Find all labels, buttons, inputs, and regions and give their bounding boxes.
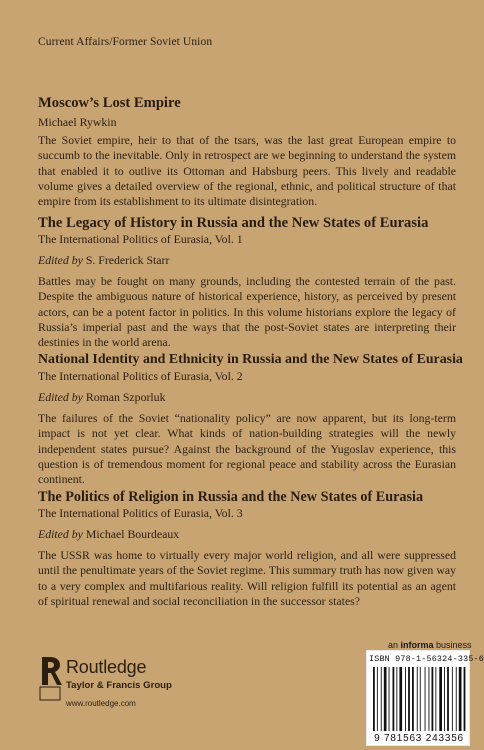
book-description: The Soviet empire, heir to that of the tsars, was the last great European empire to succumb to the inevitable. Only in retrospect are we beginning to understand the system that enabled it to outlive its Ottoman and Habsburg peers. This lively and readable volume gives a detailed overview of the regional, ethnic, and political structure of that empire from its establishment to its ultimate disintegration. — [38, 133, 456, 209]
editor-name: Roman Szporluk — [85, 390, 166, 404]
routledge-logo-icon — [38, 655, 62, 703]
barcode-digits: 9 781563 243356 — [374, 733, 464, 744]
book-description: The failures of the Soviet “nationality policy” are now apparent, but its long-term impact is not yet clear. What kinds of nation-building strategies will the newly independent states pursue? Against the background of the Yugoslav experience, this question is of tremendous moment for regional peace and stability across the Eurasian continent. — [38, 411, 456, 487]
book-title: The Politics of Religion in Russia and the New States of Eurasia — [38, 489, 424, 505]
book-entry-2 — [38, 214, 456, 350]
book-series: The International Politics of Eurasia, Vol. 2 — [38, 369, 243, 383]
editor-name: Michael Bourdeaux — [85, 527, 180, 541]
book-entry-3 — [38, 351, 463, 487]
publisher-website: www.routledge.com — [66, 699, 136, 708]
book-title: Moscow’s Lost Empire — [38, 95, 181, 111]
book-description: Battles may be fought on many grounds, including the contested terrain of the past. Despite the ambiguous nature of historical experience, history, as perceived by present actors, can be a potent factor in politics. In this volume historians explore the legacy of Russia’s imperial past and the ways that the post-Soviet states are interpreting their destinies in the world arena. — [38, 274, 456, 350]
book-description: The USSR was home to virtually every major world religion, and all were suppressed until the penultimate years of the Soviet regime. This summary truth has now given way to a very complex and multifarious reality. Will religion fulfill its potential as an agent of spiritual renewal and social reconciliation in the successor states? — [38, 548, 456, 608]
isbn-label: ISBN 978-1-56324-335-6 — [369, 654, 484, 664]
book-editor — [38, 527, 456, 542]
book-title: National Identity and Ethnicity in Russia and the New States of Eurasia — [38, 352, 463, 367]
book-author: Michael Rywkin — [38, 115, 117, 129]
barcode-icon — [373, 667, 465, 731]
informa-brand: informa — [400, 640, 434, 650]
book-editor — [38, 390, 456, 405]
book-editor — [38, 253, 456, 268]
book-entry-4 — [38, 488, 456, 609]
book-series: The International Politics of Eurasia, Vol. 1 — [38, 232, 243, 246]
edited-by-label: Edited by — [38, 253, 83, 267]
book-title: The Legacy of History in Russia and the New States of Eurasia — [38, 215, 429, 231]
publisher-name: Routledge — [66, 657, 147, 677]
book-entry-1 — [38, 94, 456, 209]
informa-imprint: an informa business — [388, 640, 472, 650]
publisher-group: Taylor & Francis Group — [66, 680, 172, 691]
category-label: Current Affairs/Former Soviet Union — [38, 36, 213, 48]
book-series: The International Politics of Eurasia, Vol. 3 — [38, 506, 243, 520]
edited-by-label: Edited by — [38, 390, 83, 404]
barcode-panel — [366, 650, 484, 746]
editor-name: S. Frederick Starr — [85, 253, 170, 267]
edited-by-label: Edited by — [38, 527, 83, 541]
